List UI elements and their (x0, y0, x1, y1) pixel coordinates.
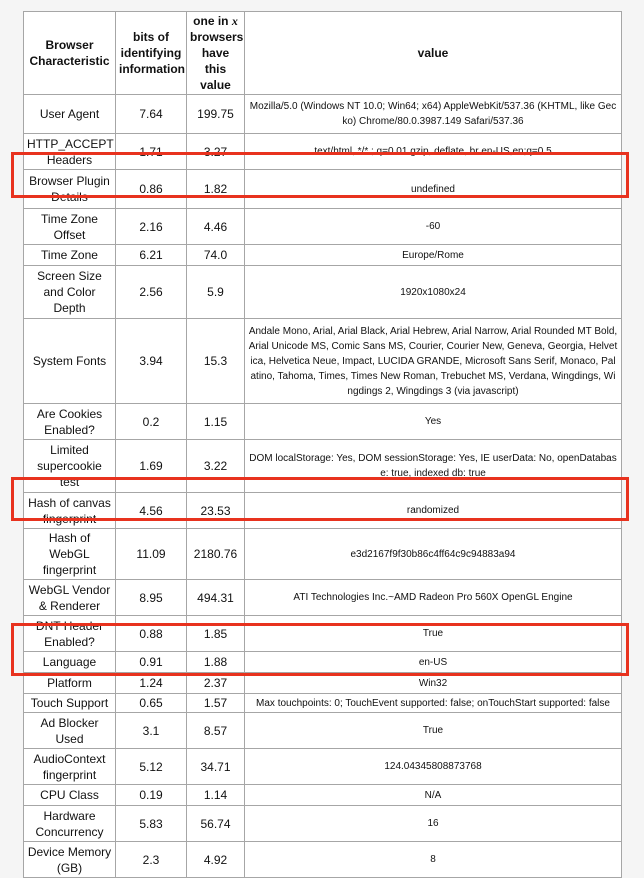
row-value: Europe/Rome (245, 245, 622, 266)
row-characteristic: CPU Class (24, 785, 116, 806)
row-value: 124.04345808873768 (245, 749, 622, 785)
table-row (24, 580, 622, 616)
row-characteristic: Device Memory (GB) (24, 842, 116, 878)
row-characteristic: Time Zone Offset (24, 209, 116, 245)
row-bits: 3.1 (116, 713, 187, 749)
row-value: ATI Technologies Inc.~AMD Radeon Pro 560X OpenGL Engine (245, 580, 622, 616)
row-one-in: 1.85 (187, 616, 245, 652)
row-characteristic: DNT Header Enabled? (24, 616, 116, 652)
row-one-in: 4.46 (187, 209, 245, 245)
table-row (24, 713, 622, 749)
row-characteristic: User Agent (24, 95, 116, 134)
row-bits: 1.71 (116, 134, 187, 170)
row-one-in: 1.14 (187, 785, 245, 806)
row-characteristic: Hash of canvas fingerprint (24, 493, 116, 529)
row-characteristic: System Fonts (24, 319, 116, 404)
row-one-in: 23.53 (187, 493, 245, 529)
row-one-in: 5.9 (187, 266, 245, 319)
row-characteristic: Touch Support (24, 694, 116, 713)
row-value: Max touchpoints: 0; TouchEvent supported: false; onTouchStart supported: false (245, 694, 622, 713)
table-row (24, 673, 622, 694)
table-row (24, 616, 622, 652)
table-row (24, 134, 622, 170)
row-one-in: 34.71 (187, 749, 245, 785)
header-characteristic: Browser Characteristic (24, 12, 116, 95)
row-one-in: 3.27 (187, 134, 245, 170)
row-characteristic: Time Zone (24, 245, 116, 266)
row-one-in: 1.15 (187, 404, 245, 440)
table-row (24, 806, 622, 842)
row-bits: 0.88 (116, 616, 187, 652)
fingerprint-table (23, 11, 622, 878)
row-value: randomized (245, 493, 622, 529)
row-value: 16 (245, 806, 622, 842)
row-one-in: 4.92 (187, 842, 245, 878)
table-row (24, 694, 622, 713)
table-row (24, 529, 622, 580)
row-one-in: 2180.76 (187, 529, 245, 580)
row-characteristic: HTTP_ACCEPT Headers (24, 134, 116, 170)
row-one-in: 56.74 (187, 806, 245, 842)
row-value: en-US (245, 652, 622, 673)
row-one-in: 1.88 (187, 652, 245, 673)
table-row (24, 652, 622, 673)
header-one-in-variable: x (231, 14, 238, 28)
row-characteristic: Screen Size and Color Depth (24, 266, 116, 319)
row-characteristic: Ad Blocker Used (24, 713, 116, 749)
header-one-in-suffix: browsers have this value (190, 30, 244, 92)
header-one-in-x (187, 12, 245, 95)
row-value: e3d2167f9f30b86c4ff64c9c94883a94 (245, 529, 622, 580)
table-header-row (24, 12, 622, 95)
row-characteristic: Browser Plugin Details (24, 170, 116, 209)
table-row (24, 95, 622, 134)
table-row (24, 266, 622, 319)
row-bits: 2.3 (116, 842, 187, 878)
table-row (24, 209, 622, 245)
table-row (24, 404, 622, 440)
row-one-in: 2.37 (187, 673, 245, 694)
row-characteristic: Hardware Concurrency (24, 806, 116, 842)
header-one-in-prefix: one in (193, 14, 229, 28)
table-row (24, 493, 622, 529)
row-value: -60 (245, 209, 622, 245)
row-value: 1920x1080x24 (245, 266, 622, 319)
row-bits: 0.65 (116, 694, 187, 713)
row-bits: 3.94 (116, 319, 187, 404)
row-bits: 4.56 (116, 493, 187, 529)
row-bits: 1.24 (116, 673, 187, 694)
row-bits: 2.56 (116, 266, 187, 319)
row-bits: 0.2 (116, 404, 187, 440)
row-characteristic: Language (24, 652, 116, 673)
row-characteristic: Are Cookies Enabled? (24, 404, 116, 440)
table-row (24, 440, 622, 493)
row-bits: 5.83 (116, 806, 187, 842)
row-value: Yes (245, 404, 622, 440)
table-row (24, 170, 622, 209)
row-characteristic: WebGL Vendor & Renderer (24, 580, 116, 616)
header-value: value (245, 12, 622, 95)
row-characteristic: Hash of WebGL fingerprint (24, 529, 116, 580)
row-value: Win32 (245, 673, 622, 694)
row-one-in: 8.57 (187, 713, 245, 749)
table-row (24, 842, 622, 878)
table-row (24, 749, 622, 785)
table-row (24, 245, 622, 266)
row-bits: 0.86 (116, 170, 187, 209)
table-row (24, 785, 622, 806)
row-value: undefined (245, 170, 622, 209)
row-one-in: 1.57 (187, 694, 245, 713)
row-bits: 11.09 (116, 529, 187, 580)
table-row (24, 319, 622, 404)
row-value: N/A (245, 785, 622, 806)
row-value: True (245, 713, 622, 749)
row-bits: 2.16 (116, 209, 187, 245)
row-bits: 1.69 (116, 440, 187, 493)
row-value: True (245, 616, 622, 652)
row-value: text/html, */* ; q=0.01 gzip, deflate, br en-US,en;q=0.5 (245, 134, 622, 170)
row-value: Mozilla/5.0 (Windows NT 10.0; Win64; x64) AppleWebKit/537.36 (KHTML, like Gecko) Chrome/80.0.3987.149 Safari/537.36 (245, 95, 622, 134)
fingerprint-results-container (23, 11, 621, 878)
row-one-in: 3.22 (187, 440, 245, 493)
row-bits: 8.95 (116, 580, 187, 616)
row-value: DOM localStorage: Yes, DOM sessionStorage: Yes, IE userData: No, openDatabase: true, indexed db: true (245, 440, 622, 493)
row-one-in: 199.75 (187, 95, 245, 134)
row-bits: 0.91 (116, 652, 187, 673)
row-characteristic: AudioContext fingerprint (24, 749, 116, 785)
row-characteristic: Limited supercookie test (24, 440, 116, 493)
row-characteristic: Platform (24, 673, 116, 694)
row-value: Andale Mono, Arial, Arial Black, Arial Hebrew, Arial Narrow, Arial Rounded MT Bold, Arial Unicode MS, Comic Sans MS, Courier, Courier New, Geneva, Georgia, Helvetica, Helvetica Neue, Impact, LUCIDA GRANDE, Microsoft Sans Serif, Monaco, Palatino, Tahoma, Times, Times New Roman, Trebuchet MS, Verdana, Wingdings, Wingdings 2, Wingdings 3 (via javascript) (245, 319, 622, 404)
header-bits: bits of identifying information (116, 12, 187, 95)
row-one-in: 74.0 (187, 245, 245, 266)
row-one-in: 15.3 (187, 319, 245, 404)
row-value: 8 (245, 842, 622, 878)
row-bits: 0.19 (116, 785, 187, 806)
row-bits: 5.12 (116, 749, 187, 785)
row-one-in: 1.82 (187, 170, 245, 209)
row-bits: 7.64 (116, 95, 187, 134)
row-one-in: 494.31 (187, 580, 245, 616)
row-bits: 6.21 (116, 245, 187, 266)
